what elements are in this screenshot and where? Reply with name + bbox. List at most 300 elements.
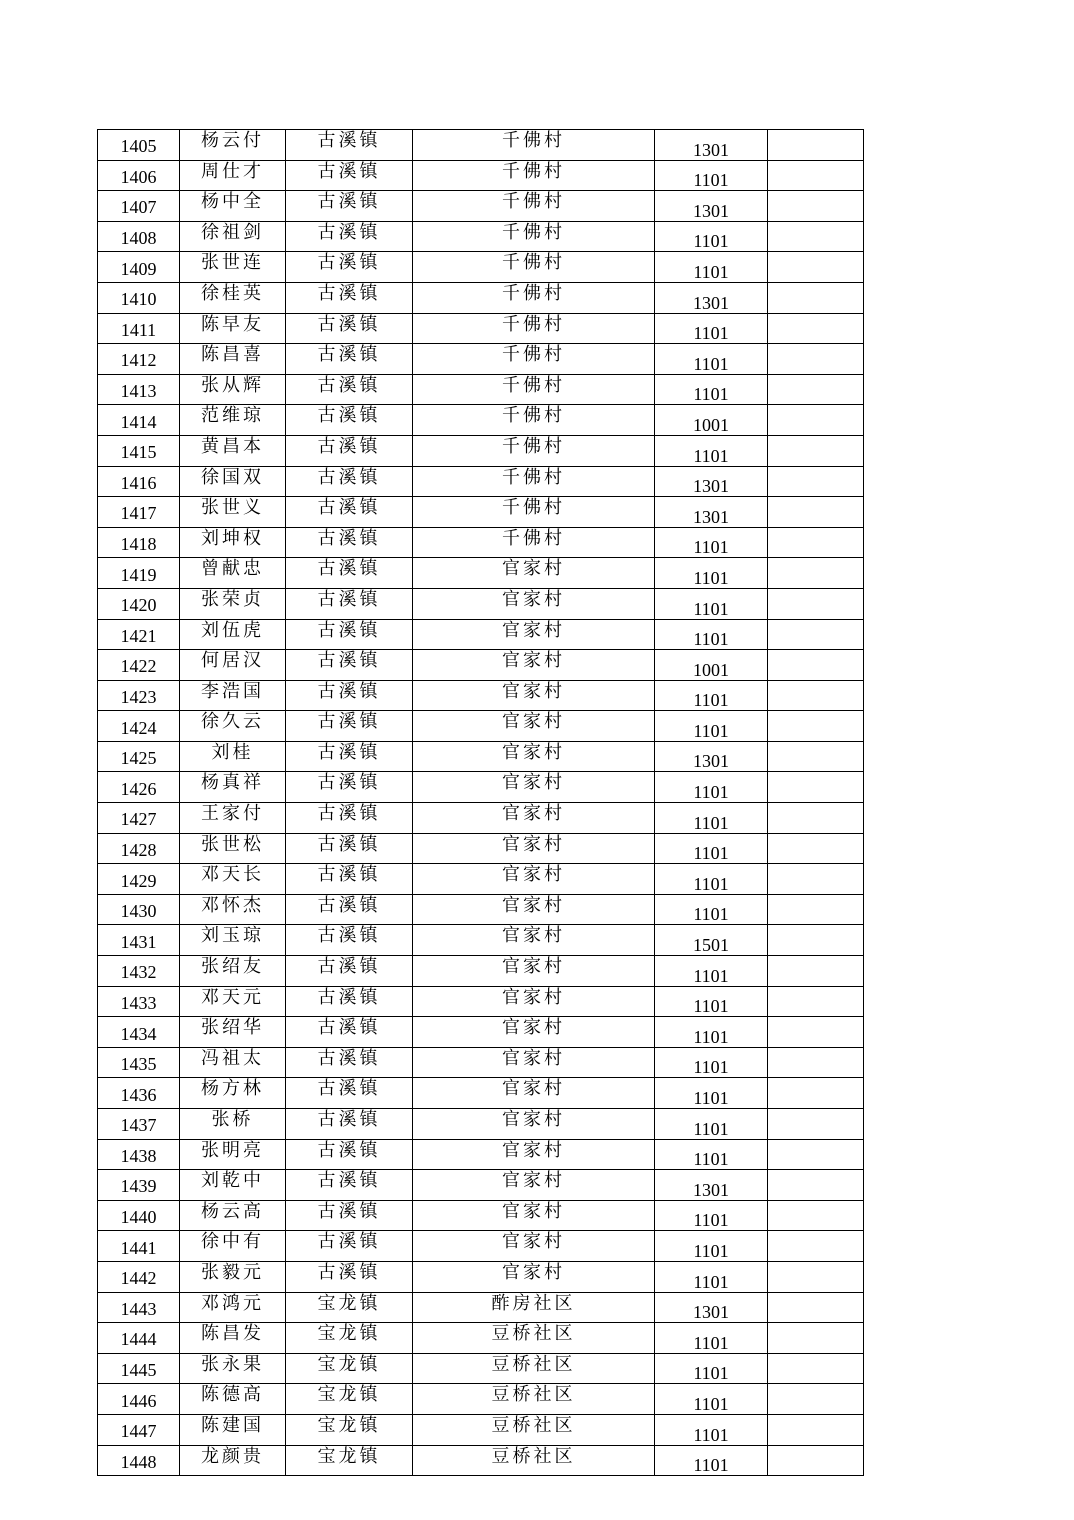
town-cell: 宝龙镇 (286, 1353, 413, 1384)
town-cell: 古溪镇 (286, 588, 413, 619)
town-cell: 古溪镇 (286, 741, 413, 772)
village-cell: 千佛村 (413, 497, 655, 528)
code-cell: 1301 (655, 1292, 768, 1323)
town-cell: 古溪镇 (286, 1139, 413, 1170)
serial-number-cell: 1414 (98, 405, 180, 436)
note-cell (768, 833, 864, 864)
serial-number-cell: 1429 (98, 864, 180, 895)
table-row (98, 1292, 864, 1323)
town-cell: 古溪镇 (286, 803, 413, 834)
table-row (98, 344, 864, 375)
serial-number-cell: 1433 (98, 986, 180, 1017)
serial-number-cell: 1441 (98, 1231, 180, 1262)
note-cell (768, 313, 864, 344)
table-row (98, 1017, 864, 1048)
serial-number-cell: 1446 (98, 1384, 180, 1415)
town-cell: 古溪镇 (286, 925, 413, 956)
code-cell: 1101 (655, 1109, 768, 1140)
code-cell: 1101 (655, 1047, 768, 1078)
village-cell: 千佛村 (413, 282, 655, 313)
village-cell: 豆桥社区 (413, 1323, 655, 1354)
town-cell: 古溪镇 (286, 191, 413, 222)
name-cell: 张世义 (180, 497, 286, 528)
village-cell: 千佛村 (413, 252, 655, 283)
town-cell: 古溪镇 (286, 956, 413, 987)
village-cell: 豆桥社区 (413, 1445, 655, 1476)
town-cell: 古溪镇 (286, 1047, 413, 1078)
code-cell: 1301 (655, 497, 768, 528)
note-cell (768, 680, 864, 711)
note-cell (768, 160, 864, 191)
code-cell: 1101 (655, 221, 768, 252)
code-cell: 1101 (655, 833, 768, 864)
name-cell: 张桥 (180, 1109, 286, 1140)
serial-number-cell: 1435 (98, 1047, 180, 1078)
village-cell: 官家村 (413, 650, 655, 681)
name-cell: 刘伍虎 (180, 619, 286, 650)
village-cell: 千佛村 (413, 405, 655, 436)
code-cell: 1101 (655, 1445, 768, 1476)
town-cell: 古溪镇 (286, 160, 413, 191)
note-cell (768, 864, 864, 895)
name-cell: 徐国双 (180, 466, 286, 497)
serial-number-cell: 1413 (98, 374, 180, 405)
serial-number-cell: 1438 (98, 1139, 180, 1170)
note-cell (768, 1353, 864, 1384)
town-cell: 古溪镇 (286, 374, 413, 405)
serial-number-cell: 1407 (98, 191, 180, 222)
name-cell: 王家付 (180, 803, 286, 834)
code-cell: 1101 (655, 894, 768, 925)
code-cell: 1101 (655, 1384, 768, 1415)
village-cell: 豆桥社区 (413, 1353, 655, 1384)
note-cell (768, 1261, 864, 1292)
village-cell: 千佛村 (413, 221, 655, 252)
note-cell (768, 1170, 864, 1201)
village-cell: 官家村 (413, 833, 655, 864)
serial-number-cell: 1440 (98, 1200, 180, 1231)
town-cell: 古溪镇 (286, 1078, 413, 1109)
note-cell (768, 1414, 864, 1445)
name-cell: 陈昌发 (180, 1323, 286, 1354)
town-cell: 古溪镇 (286, 894, 413, 925)
name-cell: 徐祖剑 (180, 221, 286, 252)
code-cell: 1101 (655, 435, 768, 466)
name-cell: 陈昌喜 (180, 344, 286, 375)
table-row (98, 1231, 864, 1262)
note-cell (768, 772, 864, 803)
name-cell: 陈德高 (180, 1384, 286, 1415)
town-cell: 古溪镇 (286, 221, 413, 252)
town-cell: 古溪镇 (286, 833, 413, 864)
code-cell: 1101 (655, 160, 768, 191)
name-cell: 陈早友 (180, 313, 286, 344)
village-cell: 官家村 (413, 619, 655, 650)
table-row (98, 435, 864, 466)
town-cell: 古溪镇 (286, 313, 413, 344)
table-row (98, 1445, 864, 1476)
name-cell: 李浩国 (180, 680, 286, 711)
town-cell: 古溪镇 (286, 986, 413, 1017)
village-cell: 官家村 (413, 711, 655, 742)
town-cell: 古溪镇 (286, 650, 413, 681)
code-cell: 1101 (655, 864, 768, 895)
note-cell (768, 282, 864, 313)
village-cell: 官家村 (413, 1139, 655, 1170)
note-cell (768, 1017, 864, 1048)
village-cell: 官家村 (413, 1017, 655, 1048)
name-cell: 龙颜贵 (180, 1445, 286, 1476)
serial-number-cell: 1425 (98, 741, 180, 772)
serial-number-cell: 1447 (98, 1414, 180, 1445)
code-cell: 1101 (655, 711, 768, 742)
village-cell: 千佛村 (413, 527, 655, 558)
code-cell: 1101 (655, 1231, 768, 1262)
village-cell: 官家村 (413, 1047, 655, 1078)
table-row (98, 619, 864, 650)
note-cell (768, 466, 864, 497)
serial-number-cell: 1418 (98, 527, 180, 558)
town-cell: 古溪镇 (286, 1200, 413, 1231)
town-cell: 古溪镇 (286, 1231, 413, 1262)
table-row (98, 986, 864, 1017)
village-cell: 官家村 (413, 803, 655, 834)
note-cell (768, 588, 864, 619)
table-row (98, 894, 864, 925)
note-cell (768, 803, 864, 834)
note-cell (768, 191, 864, 222)
code-cell: 1501 (655, 925, 768, 956)
table-row (98, 1170, 864, 1201)
serial-number-cell: 1421 (98, 619, 180, 650)
town-cell: 古溪镇 (286, 405, 413, 436)
village-cell: 官家村 (413, 894, 655, 925)
table-row (98, 711, 864, 742)
serial-number-cell: 1448 (98, 1445, 180, 1476)
code-cell: 1101 (655, 252, 768, 283)
note-cell (768, 619, 864, 650)
note-cell (768, 527, 864, 558)
serial-number-cell: 1408 (98, 221, 180, 252)
town-cell: 宝龙镇 (286, 1323, 413, 1354)
village-cell: 千佛村 (413, 466, 655, 497)
serial-number-cell: 1412 (98, 344, 180, 375)
note-cell (768, 986, 864, 1017)
code-cell: 1101 (655, 803, 768, 834)
serial-number-cell: 1409 (98, 252, 180, 283)
town-cell: 古溪镇 (286, 1017, 413, 1048)
code-cell: 1101 (655, 1414, 768, 1445)
serial-number-cell: 1420 (98, 588, 180, 619)
name-cell: 张绍华 (180, 1017, 286, 1048)
code-cell: 1101 (655, 986, 768, 1017)
name-cell: 冯祖太 (180, 1047, 286, 1078)
name-cell: 张毅元 (180, 1261, 286, 1292)
town-cell: 古溪镇 (286, 772, 413, 803)
serial-number-cell: 1417 (98, 497, 180, 528)
table-body (98, 130, 864, 1476)
name-cell: 刘桂 (180, 741, 286, 772)
name-cell: 张从辉 (180, 374, 286, 405)
table-row (98, 1109, 864, 1140)
name-cell: 杨云付 (180, 130, 286, 161)
serial-number-cell: 1442 (98, 1261, 180, 1292)
note-cell (768, 435, 864, 466)
code-cell: 1001 (655, 650, 768, 681)
name-cell: 徐中有 (180, 1231, 286, 1262)
name-cell: 刘坤权 (180, 527, 286, 558)
name-cell: 周仕才 (180, 160, 286, 191)
code-cell: 1301 (655, 1170, 768, 1201)
table-row (98, 282, 864, 313)
town-cell: 古溪镇 (286, 1261, 413, 1292)
table-row (98, 191, 864, 222)
name-cell: 刘乾中 (180, 1170, 286, 1201)
note-cell (768, 405, 864, 436)
village-cell: 千佛村 (413, 191, 655, 222)
village-cell: 千佛村 (413, 130, 655, 161)
note-cell (768, 1139, 864, 1170)
code-cell: 1101 (655, 558, 768, 589)
table-row (98, 313, 864, 344)
town-cell: 古溪镇 (286, 282, 413, 313)
note-cell (768, 252, 864, 283)
code-cell: 1001 (655, 405, 768, 436)
note-cell (768, 221, 864, 252)
table-row (98, 497, 864, 528)
table-row (98, 741, 864, 772)
town-cell: 宝龙镇 (286, 1445, 413, 1476)
name-cell: 黄昌本 (180, 435, 286, 466)
note-cell (768, 1200, 864, 1231)
village-cell: 官家村 (413, 925, 655, 956)
table-row (98, 833, 864, 864)
code-cell: 1101 (655, 1323, 768, 1354)
serial-number-cell: 1432 (98, 956, 180, 987)
note-cell (768, 130, 864, 161)
village-cell: 官家村 (413, 1170, 655, 1201)
note-cell (768, 1384, 864, 1415)
town-cell: 古溪镇 (286, 680, 413, 711)
village-cell: 官家村 (413, 1231, 655, 1262)
serial-number-cell: 1431 (98, 925, 180, 956)
name-cell: 邓怀杰 (180, 894, 286, 925)
table-row (98, 925, 864, 956)
serial-number-cell: 1410 (98, 282, 180, 313)
village-cell: 官家村 (413, 986, 655, 1017)
town-cell: 古溪镇 (286, 466, 413, 497)
note-cell (768, 1323, 864, 1354)
town-cell: 古溪镇 (286, 344, 413, 375)
village-cell: 千佛村 (413, 160, 655, 191)
note-cell (768, 1078, 864, 1109)
code-cell: 1101 (655, 619, 768, 650)
code-cell: 1101 (655, 680, 768, 711)
town-cell: 宝龙镇 (286, 1414, 413, 1445)
town-cell: 古溪镇 (286, 252, 413, 283)
name-cell: 杨中全 (180, 191, 286, 222)
code-cell: 1101 (655, 1078, 768, 1109)
village-cell: 官家村 (413, 1078, 655, 1109)
town-cell: 古溪镇 (286, 558, 413, 589)
village-cell: 官家村 (413, 1200, 655, 1231)
village-cell: 官家村 (413, 558, 655, 589)
code-cell: 1101 (655, 344, 768, 375)
serial-number-cell: 1427 (98, 803, 180, 834)
village-cell: 千佛村 (413, 344, 655, 375)
serial-number-cell: 1416 (98, 466, 180, 497)
name-cell: 张明亮 (180, 1139, 286, 1170)
town-cell: 宝龙镇 (286, 1384, 413, 1415)
table-row (98, 680, 864, 711)
serial-number-cell: 1439 (98, 1170, 180, 1201)
note-cell (768, 956, 864, 987)
village-cell: 官家村 (413, 741, 655, 772)
village-cell: 豆桥社区 (413, 1414, 655, 1445)
name-cell: 杨真祥 (180, 772, 286, 803)
town-cell: 古溪镇 (286, 527, 413, 558)
town-cell: 古溪镇 (286, 130, 413, 161)
table-row (98, 405, 864, 436)
code-cell: 1101 (655, 588, 768, 619)
code-cell: 1101 (655, 1017, 768, 1048)
note-cell (768, 925, 864, 956)
village-cell: 官家村 (413, 1109, 655, 1140)
table-row (98, 1200, 864, 1231)
code-cell: 1101 (655, 1261, 768, 1292)
name-cell: 何居汉 (180, 650, 286, 681)
name-cell: 邓天元 (180, 986, 286, 1017)
table-row (98, 252, 864, 283)
name-cell: 邓鸿元 (180, 1292, 286, 1323)
table-row (98, 1139, 864, 1170)
village-cell: 官家村 (413, 956, 655, 987)
note-cell (768, 1445, 864, 1476)
village-cell: 豆桥社区 (413, 1384, 655, 1415)
serial-number-cell: 1415 (98, 435, 180, 466)
note-cell (768, 1109, 864, 1140)
code-cell: 1101 (655, 313, 768, 344)
note-cell (768, 741, 864, 772)
code-cell: 1101 (655, 956, 768, 987)
note-cell (768, 1292, 864, 1323)
name-cell: 张永果 (180, 1353, 286, 1384)
note-cell (768, 1231, 864, 1262)
name-cell: 张世松 (180, 833, 286, 864)
note-cell (768, 374, 864, 405)
note-cell (768, 344, 864, 375)
table-row (98, 1261, 864, 1292)
code-cell: 1101 (655, 772, 768, 803)
serial-number-cell: 1443 (98, 1292, 180, 1323)
serial-number-cell: 1426 (98, 772, 180, 803)
data-table (97, 129, 864, 1476)
town-cell: 古溪镇 (286, 711, 413, 742)
code-cell: 1101 (655, 527, 768, 558)
table-row (98, 772, 864, 803)
code-cell: 1301 (655, 741, 768, 772)
code-cell: 1301 (655, 130, 768, 161)
village-cell: 官家村 (413, 772, 655, 803)
table-row (98, 1384, 864, 1415)
table-row (98, 864, 864, 895)
name-cell: 刘玉琼 (180, 925, 286, 956)
name-cell: 张世连 (180, 252, 286, 283)
serial-number-cell: 1423 (98, 680, 180, 711)
village-cell: 千佛村 (413, 374, 655, 405)
table-row (98, 221, 864, 252)
table-row (98, 130, 864, 161)
town-cell: 古溪镇 (286, 1170, 413, 1201)
serial-number-cell: 1445 (98, 1353, 180, 1384)
table-row (98, 160, 864, 191)
serial-number-cell: 1434 (98, 1017, 180, 1048)
town-cell: 古溪镇 (286, 435, 413, 466)
serial-number-cell: 1428 (98, 833, 180, 864)
name-cell: 徐久云 (180, 711, 286, 742)
village-cell: 官家村 (413, 680, 655, 711)
village-cell: 官家村 (413, 588, 655, 619)
name-cell: 杨云高 (180, 1200, 286, 1231)
town-cell: 古溪镇 (286, 619, 413, 650)
table-row (98, 558, 864, 589)
note-cell (768, 711, 864, 742)
code-cell: 1101 (655, 1139, 768, 1170)
town-cell: 古溪镇 (286, 1109, 413, 1140)
note-cell (768, 650, 864, 681)
table-row (98, 803, 864, 834)
town-cell: 古溪镇 (286, 864, 413, 895)
serial-number-cell: 1422 (98, 650, 180, 681)
village-cell: 官家村 (413, 1261, 655, 1292)
serial-number-cell: 1437 (98, 1109, 180, 1140)
name-cell: 杨方林 (180, 1078, 286, 1109)
name-cell: 邓天长 (180, 864, 286, 895)
table-row (98, 1047, 864, 1078)
name-cell: 范维琼 (180, 405, 286, 436)
serial-number-cell: 1405 (98, 130, 180, 161)
table-row (98, 588, 864, 619)
serial-number-cell: 1406 (98, 160, 180, 191)
village-cell: 官家村 (413, 864, 655, 895)
name-cell: 徐桂英 (180, 282, 286, 313)
table-row (98, 1323, 864, 1354)
table-row (98, 527, 864, 558)
note-cell (768, 894, 864, 925)
table-row (98, 374, 864, 405)
note-cell (768, 558, 864, 589)
serial-number-cell: 1424 (98, 711, 180, 742)
code-cell: 1101 (655, 374, 768, 405)
note-cell (768, 497, 864, 528)
table-row (98, 1414, 864, 1445)
town-cell: 宝龙镇 (286, 1292, 413, 1323)
name-cell: 曾献忠 (180, 558, 286, 589)
serial-number-cell: 1436 (98, 1078, 180, 1109)
town-cell: 古溪镇 (286, 497, 413, 528)
serial-number-cell: 1444 (98, 1323, 180, 1354)
code-cell: 1101 (655, 1200, 768, 1231)
table-row (98, 466, 864, 497)
code-cell: 1301 (655, 282, 768, 313)
serial-number-cell: 1419 (98, 558, 180, 589)
note-cell (768, 1047, 864, 1078)
table-row (98, 1353, 864, 1384)
table-row (98, 956, 864, 987)
village-cell: 千佛村 (413, 313, 655, 344)
serial-number-cell: 1411 (98, 313, 180, 344)
village-cell: 酢房社区 (413, 1292, 655, 1323)
